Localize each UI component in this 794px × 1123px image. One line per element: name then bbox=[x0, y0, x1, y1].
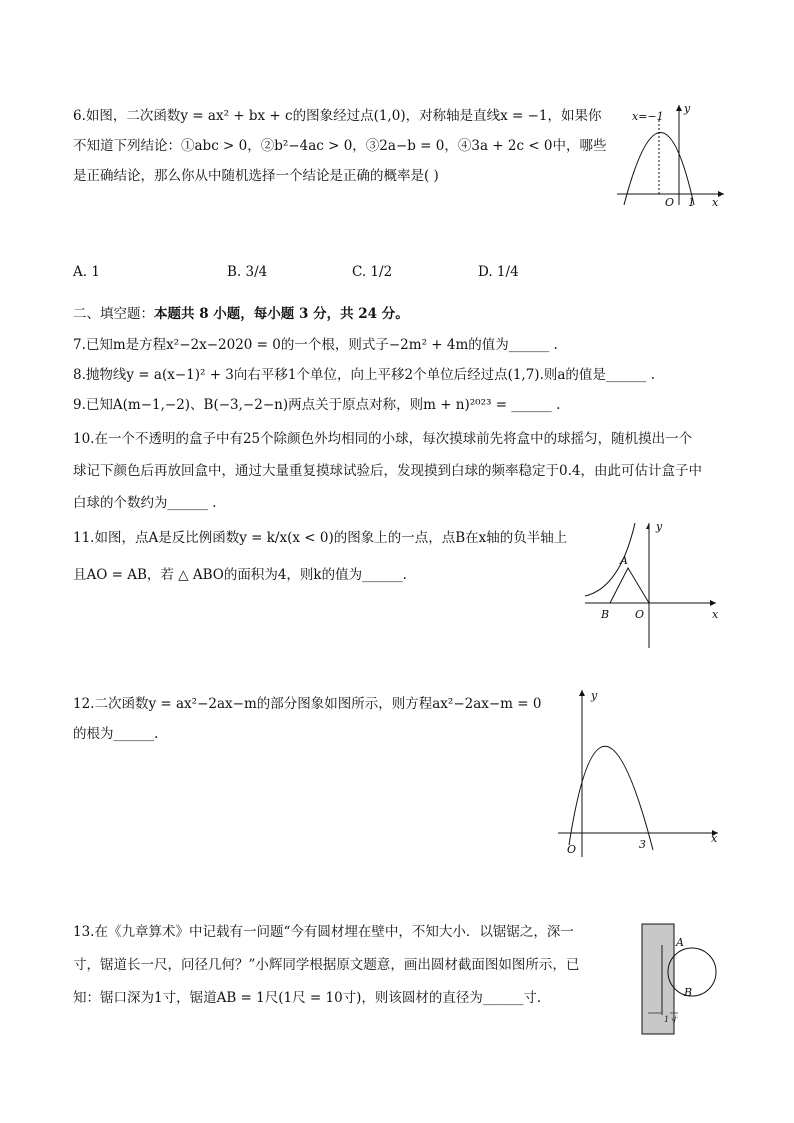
three-label: 3 bbox=[639, 838, 646, 851]
q6-line-2: 不知道下列结论：①abc > 0，②b²−4ac > 0，③2a−b = 0，④3a + 2c < 0中，哪些 bbox=[73, 138, 607, 154]
option-b[interactable]: B. 3/4 bbox=[227, 264, 268, 280]
q8: 8.抛物线y = a(x−1)² + 3向右平移1个单位，向上平移2个单位后经过点(1,7).则a的值是______ . bbox=[73, 367, 655, 383]
origin-label: O bbox=[635, 608, 645, 621]
option-d[interactable]: D. 1/4 bbox=[478, 264, 519, 280]
point-a-label: A bbox=[620, 554, 628, 567]
y-label: y bbox=[591, 689, 598, 702]
section-desc: 本题共 8 小题，每小题 3 分，共 24 分。 bbox=[154, 306, 409, 322]
axis-of-symmetry-label: x=−1 bbox=[632, 110, 664, 123]
origin-label: O bbox=[665, 196, 675, 209]
q6-line-3: 是正确结论，那么你从中随机选择一个结论是正确的概率是( ) bbox=[73, 168, 439, 184]
q10-line-3: 白球的个数约为______ . bbox=[73, 495, 217, 511]
point-b-label: B bbox=[684, 986, 693, 999]
x-label: x bbox=[712, 196, 719, 209]
option-c[interactable]: C. 1/2 bbox=[352, 264, 393, 280]
q7: 7.已知m是方程x²−2x−2020 = 0的一个根，则式子−2m² + 4m的值为______ . bbox=[73, 337, 558, 353]
option-a[interactable]: A. 1 bbox=[73, 264, 100, 280]
x-label: x bbox=[712, 608, 719, 621]
q10-line-2: 球记下颜色后再放回盒中，通过大量重复摸球试验后，发现摸到白球的频率稳定于0.4，由此可估计盒子中 bbox=[73, 463, 702, 479]
one-label: 1 bbox=[688, 196, 695, 209]
depth-label: 1寸 bbox=[664, 1015, 678, 1024]
point-a-label: A bbox=[676, 936, 684, 949]
q11-hyperbola-figure bbox=[580, 518, 725, 653]
q6-parabola-figure bbox=[612, 100, 732, 210]
origin-label: O bbox=[567, 843, 577, 856]
x-label: x bbox=[711, 832, 718, 845]
q11-line-2: 且AO = AB，若 △ ABO的面积为4，则k的值为______. bbox=[73, 567, 407, 583]
q12-parabola-figure bbox=[555, 685, 725, 860]
y-label: y bbox=[656, 520, 663, 533]
point-b-label: B bbox=[601, 608, 610, 621]
q12-line-1: 12.二次函数y = ax²−2ax−m的部分图象如图所示，则方程ax²−2ax−m = 0 bbox=[73, 696, 542, 712]
q12-line-2: 的根为______. bbox=[73, 726, 159, 742]
q9: 9.已知A(m−1,−2)、B(−3,−2−n)两点关于原点对称，则m + n)²⁰²³ = ______ . bbox=[73, 397, 561, 413]
q10-line-1: 10.在一个不透明的盒子中有25个除颜色外均相同的小球，每次摸球前先将盒中的球摇匀，随机摸出一个 bbox=[73, 431, 693, 447]
q13-line-1: 13.在《九章算术》中记载有一问题“今有圆材埋在壁中，不知大小．以锯锯之，深一 bbox=[73, 924, 574, 940]
section-title: 二、填空题： bbox=[73, 306, 154, 322]
q6-line-1: 6.如图，二次函数y = ax² + bx + c的图象经过点(1,0)，对称轴是直线x = −1，如果你 bbox=[73, 108, 602, 124]
q13-line-2: 寸，锯道长一尺，问径几何？”小辉同学根据原文题意，画出圆材截面图如图所示，已 bbox=[73, 957, 580, 973]
q11-line-1: 11.如图，点A是反比例函数y = k/x(x < 0)的图象上的一点，点B在x轴的负半轴上 bbox=[73, 530, 568, 546]
q13-circle-figure bbox=[636, 920, 726, 1040]
q13-line-3: 知：锯口深为1寸，锯道AB = 1尺(1尺 = 10寸)，则该圆材的直径为______寸. bbox=[73, 990, 542, 1006]
section-2-heading bbox=[73, 302, 409, 322]
y-label: y bbox=[684, 102, 691, 115]
